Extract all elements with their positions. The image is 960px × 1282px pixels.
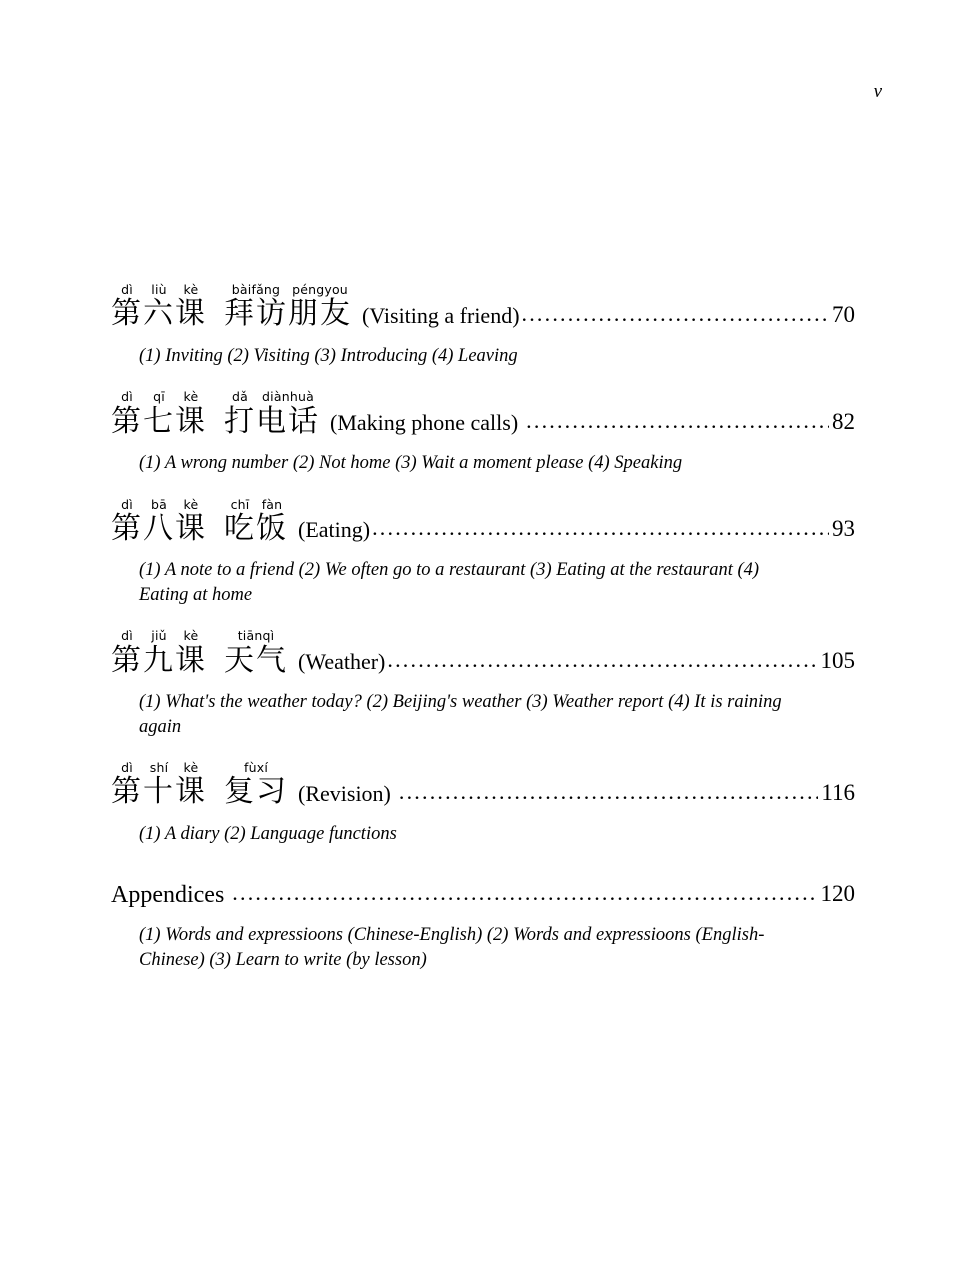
appendices-title: Appendices [111, 882, 225, 909]
ruby-char [143, 629, 175, 676]
hanzi: 吃 [224, 510, 256, 546]
hanzi: 天气 [224, 642, 288, 678]
hanzi: 打 [224, 403, 256, 439]
hanzi: 九 [143, 642, 175, 678]
chinese-title [111, 283, 352, 330]
pinyin: shí [149, 759, 169, 775]
pinyin: diànhuà [262, 389, 314, 405]
hanzi: 十 [143, 774, 175, 810]
dot-leader [232, 882, 817, 904]
hanzi: 第 [111, 296, 143, 332]
dot-leader [526, 410, 829, 432]
pinyin: dǎ [232, 389, 248, 405]
pinyin: liù [151, 282, 167, 297]
toc-entry-lesson-six[interactable] [111, 283, 855, 368]
pinyin: dì [121, 282, 133, 297]
toc-entry-lesson-ten[interactable] [111, 761, 855, 846]
chinese-title [111, 761, 288, 808]
english-title: (Visiting a friend) [362, 302, 520, 328]
hanzi: 六 [143, 296, 175, 332]
toc-subitems: (1) A diary (2) Language functions [139, 823, 397, 844]
chinese-title [111, 498, 288, 545]
ruby-char [175, 629, 207, 676]
hanzi: 复习 [224, 774, 288, 810]
hanzi: 朋友 [288, 296, 352, 332]
toc-subitems: (1) What's the weather today? (2) Beijing's weather (3) Weather report (4) It is raining again [139, 692, 782, 737]
ruby-char [111, 761, 143, 808]
ruby-char [111, 390, 143, 437]
ruby-char [111, 629, 143, 676]
pinyin: fàn [261, 496, 283, 512]
toc-entry-lesson-seven[interactable] [111, 390, 855, 475]
pinyin: qī [153, 389, 165, 405]
dot-leader [522, 303, 829, 325]
pinyin: dì [121, 628, 133, 644]
page-number[interactable]: 120 [820, 881, 855, 907]
pinyin: fùxí [244, 759, 268, 775]
pinyin: tiānqì [237, 628, 275, 644]
toc-entry-line [111, 283, 855, 330]
toc-entry-line [111, 498, 855, 545]
toc-entry-lesson-eight[interactable] [111, 498, 855, 608]
pinyin: dì [121, 759, 133, 775]
pinyin: kè [183, 282, 199, 297]
english-title: (Eating) [298, 517, 371, 543]
ruby-char [175, 761, 207, 808]
ruby-word [256, 390, 320, 437]
pinyin: kè [183, 496, 199, 512]
pinyin: bā [151, 496, 167, 512]
pinyin: dì [121, 496, 133, 512]
ruby-word [288, 283, 352, 330]
hanzi: 第 [111, 642, 143, 678]
pinyin: kè [183, 759, 199, 775]
ruby-char [175, 498, 207, 545]
hanzi: 课 [175, 510, 207, 546]
hanzi: 第 [111, 510, 143, 546]
hanzi: 课 [175, 403, 207, 439]
toc-subitems: (1) A note to a friend (2) We often go to a restaurant (3) Eating at the restaurant (4) Eating at home [139, 560, 760, 605]
hanzi: 饭 [256, 510, 288, 546]
hanzi: 课 [175, 774, 207, 810]
page-number[interactable]: 93 [832, 516, 855, 542]
table-of-contents [111, 283, 855, 994]
ruby-char [111, 283, 143, 330]
hanzi: 七 [143, 403, 175, 439]
chinese-title [111, 390, 320, 437]
pinyin: kè [183, 628, 199, 644]
dot-leader [399, 781, 818, 803]
hanzi: 课 [175, 296, 207, 332]
toc-entry-line [111, 882, 855, 909]
hanzi: 课 [175, 642, 207, 678]
pinyin: kè [183, 389, 199, 405]
english-title: (Making phone calls) [330, 410, 519, 436]
english-title: (Revision) [298, 780, 391, 806]
ruby-char [175, 390, 207, 437]
ruby-word [224, 761, 288, 808]
english-title: (Weather) [298, 649, 386, 675]
page-number[interactable]: 82 [832, 409, 855, 435]
hanzi: 电话 [256, 403, 320, 439]
ruby-word [224, 390, 256, 437]
hanzi: 第 [111, 774, 143, 810]
ruby-char [143, 390, 175, 437]
toc-subitems: (1) Inviting (2) Visiting (3) Introducing (4) Leaving [139, 345, 518, 366]
toc-subitems: (1) Words and expressioons (Chinese-English) (2) Words and expressioons (English-Chinese) (3) Learn to write (by lesson) [139, 925, 765, 970]
ruby-word [224, 498, 256, 545]
toc-entry-appendices[interactable] [111, 882, 855, 972]
toc-entry-line [111, 761, 855, 808]
dot-leader [387, 649, 817, 671]
ruby-word [224, 629, 288, 676]
pinyin: chī [230, 496, 250, 512]
page-number[interactable]: 105 [820, 648, 855, 674]
ruby-char [143, 283, 175, 330]
page-number[interactable]: 70 [832, 301, 855, 327]
pinyin: dì [121, 389, 133, 405]
page-number[interactable]: 116 [821, 779, 855, 805]
ruby-char [111, 498, 143, 545]
ruby-word [224, 283, 288, 330]
toc-subitems: (1) A wrong number (2) Not home (3) Wait a moment please (4) Speaking [139, 453, 683, 474]
pinyin: jiǔ [151, 628, 167, 644]
pinyin: bàifǎng [231, 282, 281, 297]
ruby-char [175, 283, 207, 330]
page-folio: v [873, 81, 882, 102]
hanzi: 拜访 [224, 296, 288, 332]
ruby-char [143, 761, 175, 808]
chinese-title [111, 629, 288, 676]
ruby-char [143, 498, 175, 545]
hanzi: 第 [111, 403, 143, 439]
toc-entry-line [111, 390, 855, 437]
pinyin: péngyou [292, 282, 348, 297]
hanzi: 八 [143, 510, 175, 546]
ruby-word [256, 498, 288, 545]
toc-entry-line [111, 629, 855, 676]
dot-leader [372, 517, 829, 539]
toc-entry-lesson-nine[interactable] [111, 629, 855, 739]
